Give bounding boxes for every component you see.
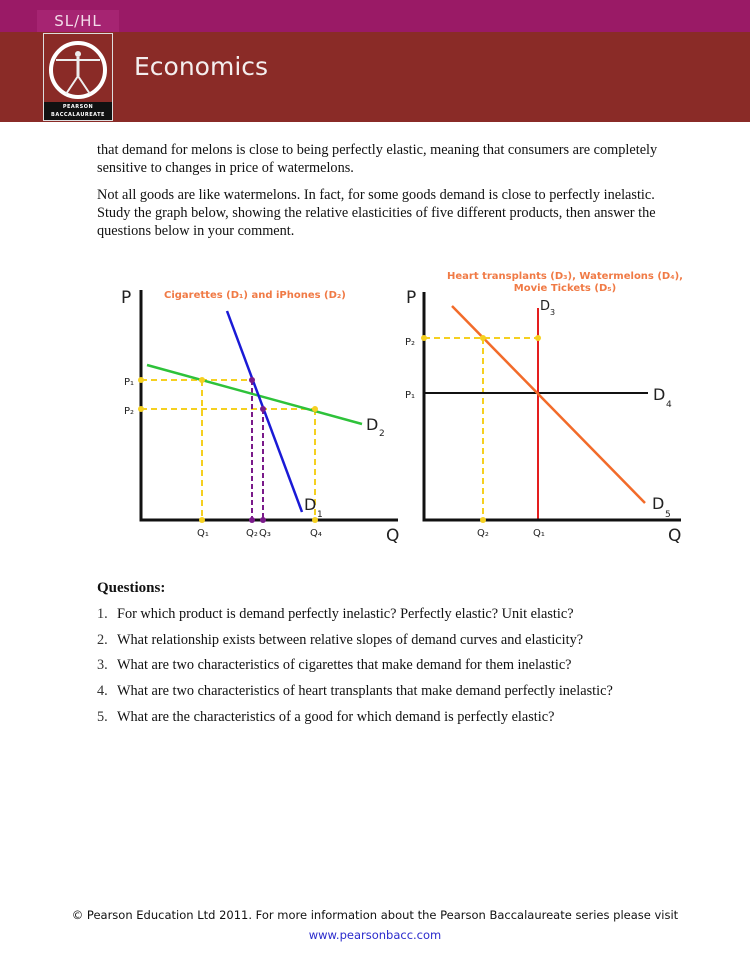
y-axis-label: P bbox=[121, 288, 132, 308]
demand-curve-d5 bbox=[452, 306, 645, 503]
q2-label: Q₂ bbox=[246, 528, 258, 539]
right-graph-title-2: Movie Tickets (D₅) bbox=[513, 283, 617, 294]
footer-link[interactable]: www.pearsonbacc.com bbox=[308, 928, 442, 942]
paragraph: Not all goods are like watermelons. In fact, for some goods demand is close to perfectly inelastic. Study the graph below, showing the relative elasticities of five different products, then answer the questions below in your comment. bbox=[97, 187, 656, 239]
logo-text: PEARSON BACCALAUREATE bbox=[44, 102, 112, 120]
left-graph-title: Cigarettes (D₁) and iPhones (D₂) bbox=[164, 290, 346, 301]
q1-label: Q₁ bbox=[197, 528, 209, 539]
footer-text: © Pearson Education Ltd 2011. For more information about the Pearson Baccalaureate series please visit bbox=[71, 908, 679, 922]
d4-label: D bbox=[653, 385, 666, 404]
x-axis-label: Q bbox=[386, 526, 400, 546]
axes bbox=[141, 290, 398, 520]
d3-label: D bbox=[540, 299, 551, 314]
p2-label: P₂ bbox=[124, 406, 135, 417]
guide-lines bbox=[141, 380, 315, 520]
q1-label: Q₁ bbox=[533, 528, 545, 539]
right-graph bbox=[405, 271, 683, 546]
page-title: Economics bbox=[134, 52, 269, 81]
d5-label: D bbox=[652, 494, 665, 513]
q4-label: Q₄ bbox=[310, 528, 322, 539]
q2-label: Q₂ bbox=[477, 528, 489, 539]
y-axis-label: P bbox=[406, 288, 417, 308]
p1-label: P₁ bbox=[124, 377, 135, 388]
list-item: 2. What relationship exists between relative slopes of demand curves and elasticity? bbox=[97, 632, 584, 648]
left-graph bbox=[121, 288, 399, 546]
list-item: 5. What are the characteristics of a good for which demand is perfectly elastic? bbox=[97, 709, 555, 725]
list-item: 1. For which product is demand perfectly inelastic? Perfectly elastic? Unit elastic? bbox=[97, 606, 574, 622]
d4-sub: 4 bbox=[666, 400, 672, 410]
demand-curve-d2 bbox=[147, 365, 362, 424]
level-badge: SL/HL bbox=[37, 10, 119, 32]
d5-sub: 5 bbox=[665, 510, 671, 520]
p2-label: P₂ bbox=[405, 337, 416, 348]
list-item: 4. What are two characteristics of heart transplants that make demand perfectly inelastic? bbox=[97, 683, 613, 699]
q3-label: Q₃ bbox=[259, 528, 271, 539]
paragraph: that demand for melons is close to being perfectly elastic, meaning that consumers are completely sensitive to changes in price of watermelons. bbox=[97, 142, 658, 176]
p1-label: P₁ bbox=[405, 390, 416, 401]
d2-sub: 2 bbox=[379, 429, 385, 439]
d2-label: D bbox=[366, 415, 379, 434]
x-axis-label: Q bbox=[668, 526, 682, 546]
d3-sub: 3 bbox=[550, 308, 556, 317]
axes bbox=[424, 292, 681, 520]
d1-sub: 1 bbox=[317, 510, 323, 520]
right-graph-title: Heart transplants (D₃), Watermelons (D₄), bbox=[447, 271, 683, 282]
list-item: 3. What are two characteristics of cigarettes that make demand for them inelastic? bbox=[97, 657, 572, 673]
questions-heading: Questions: bbox=[97, 580, 166, 596]
d1-label: D bbox=[304, 495, 317, 514]
